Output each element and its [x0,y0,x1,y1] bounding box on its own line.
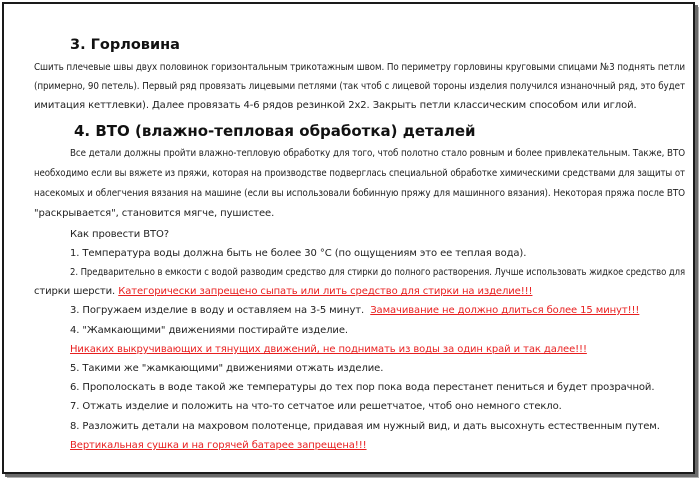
step-1: 1. Температура воды должна быть не более 30 °С (по ощущениям это ее теплая вода). [70,248,527,259]
step-6: 6. Прополоскать в воде такой же температуры до тех пор пока вода перестанет пениться и будет прозрачной. [70,382,655,393]
section-4-intro-line-2: необходимо если вы вяжете из пряжи, которая на производстве подверглась специальной обработке химическими средствами для защиты от [34,168,685,179]
section-4-intro-line-1: Все детали должны пройти влажно-тепловую обработку для того, чтоб полотно стало ровным и более привлекательным. Также, ВТО [70,148,686,159]
section-4-heading: 4. ВТО (влажно-тепловая обработка) деталей [74,122,476,140]
document-page [2,2,695,474]
section-4-intro-line-3: насекомых и облегчения вязания на машине (если вы использовали бобинную пряжу для машинного вязания). Некоторая пряжа после ВТО [34,188,686,199]
step-4: 4. "Жамкающими" движениями постирайте изделие. [70,325,348,336]
step-2-text: стирки шерсти. [34,286,116,297]
step-8-warning-text: Вертикальная сушка и на горячей батарее запрещена!!! [70,440,367,451]
section-3-line-3: имитация кеттлевки). Далее провязать 4-6 рядов резинкой 2х2. Закрыть петли классическим способом или иглой. [34,100,637,111]
step-3-text: 3. Погружаем изделие в воду и оставляем на 3-5 минут. [70,305,365,316]
section-3-heading: 3. Горловина [70,37,180,53]
step-8-warning [70,436,367,456]
step-4-warning-text: Никаких выкручивающих и тянущих движений, не поднимать из воды за один край и так далее!!! [70,344,587,355]
section-3-line-2: (примерно, 90 петель). Первый ряд провязать лицевыми петлями (так чтоб с лицевой тороны изделия получился изнаночный ряд, это будет [34,81,686,92]
procedure-question: Как провести ВТО? [70,229,169,240]
step-4-warning [70,340,587,360]
step-2-line-2 [34,282,532,302]
section-4-intro-line-4: "раскрывается", становится мягче, пушистее. [34,208,275,219]
step-2-warning: Категорически запрещено сыпать или лить средство для стирки на изделие!!! [118,286,533,297]
step-8: 8. Разложить детали на махровом полотенце, придавая им нужный вид, и дать высохнуть естественным путем. [70,421,660,432]
step-5: 5. Такими же "жамкающими" движениями отжать изделие. [70,363,384,374]
step-7: 7. Отжать изделие и положить на что-то сетчатое или решетчатое, чтоб оно немного стекло. [70,401,562,412]
step-2-line-1: 2. Предварительно в емкости с водой разводим средство для стирки до полного растворения. Лучше использовать жидкое средство для [70,267,686,278]
section-3-line-1: Сшить плечевые швы двух половинок горизонтальным трикотажным швом. По периметру горловины круговыми спицами №3 поднять петли [34,62,685,73]
step-3 [70,301,639,321]
step-3-warning: Замачивание не должно длиться более 15 минут!!! [370,305,640,316]
